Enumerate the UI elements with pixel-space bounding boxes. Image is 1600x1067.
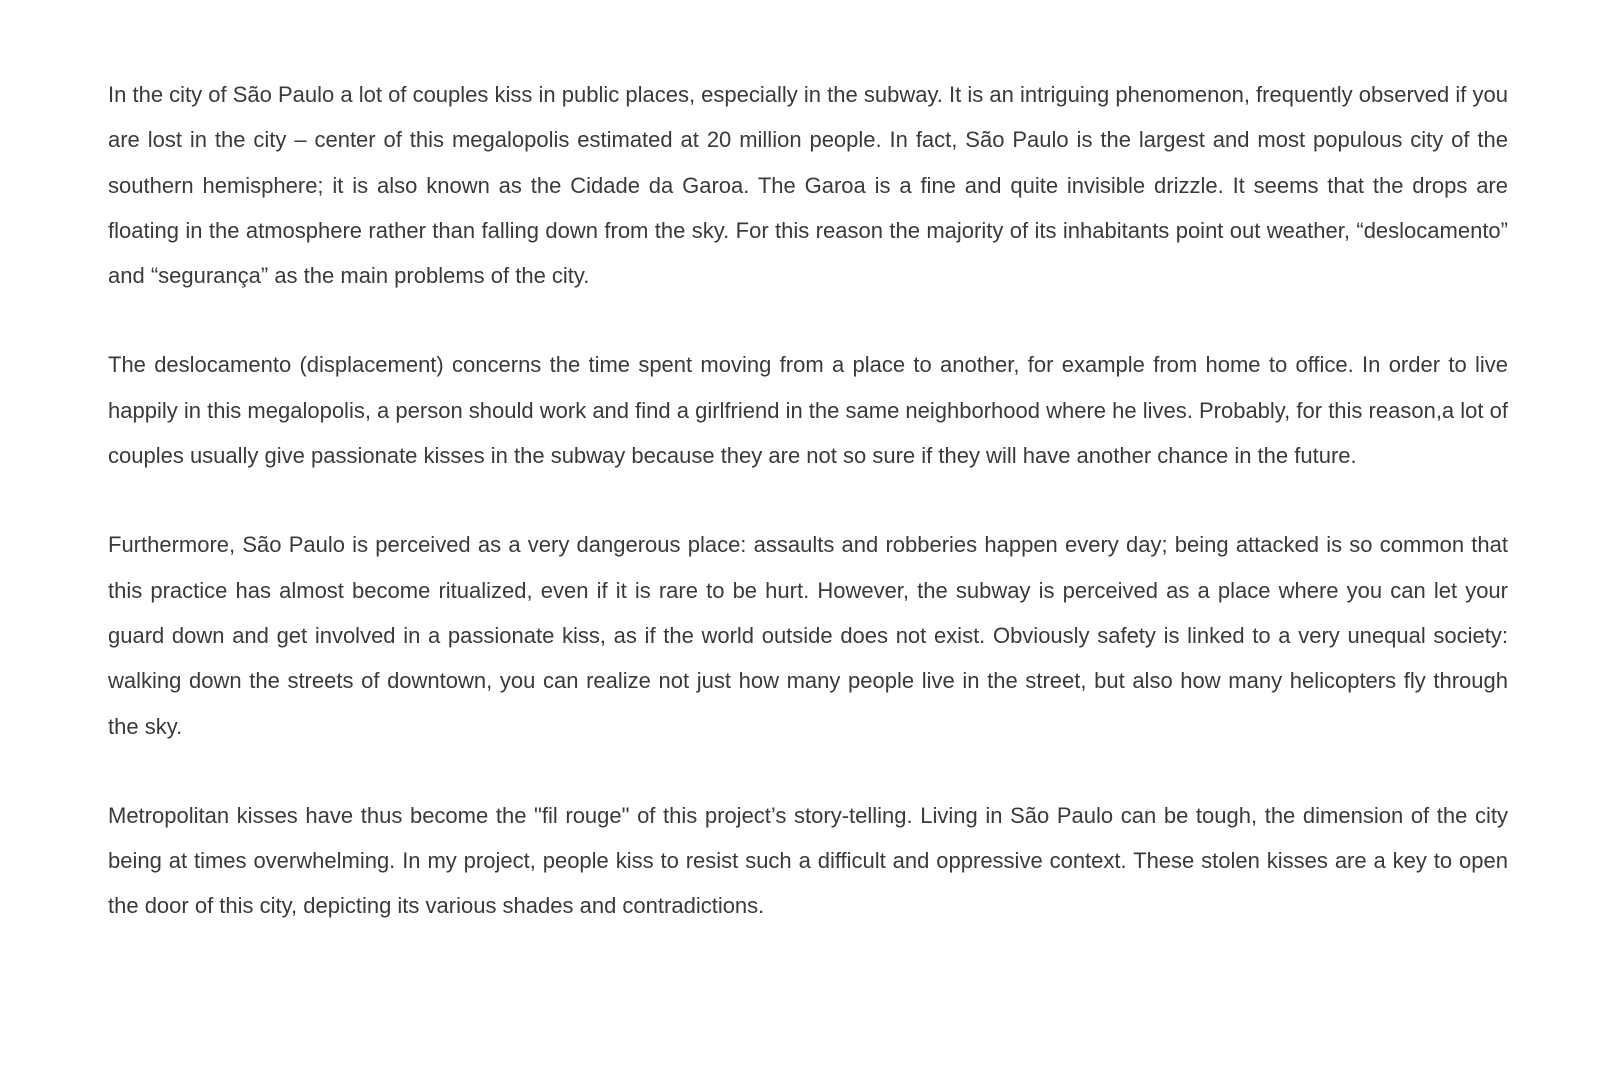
document-body (108, 72, 1508, 929)
paragraph-deslocamento: The deslocamento (displacement) concerns the time spent moving from a place to another, for example from home to office. In order to live happily in this megalopolis, a person should work and find a girlfriend in the same neighborhood where he lives. Probably, for this reason,a lot of couples usually give passionate kisses in the subway because they are not so sure if they will have another chance in the future. (108, 352, 1508, 469)
paragraph-safety: Furthermore, São Paulo is perceived as a very dangerous place: assaults and robberies happen every day; being attacked is so common that this practice has almost become ritualized, even if it is rare to be hurt. However, the subway is perceived as a place where you can let your guard down and get involved in a passionate kiss, as if the world outside does not exist. Obviously safety is linked to a very unequal society: walking down the streets of downtown, you can realize not just how many people live in the street, but also how many helicopters fly through the sky. (108, 532, 1508, 739)
paragraph-intro: In the city of São Paulo a lot of couples kiss in public places, especially in the subway. It is an intriguing phenomenon, frequently observed if you are lost in the city – center of this megalopolis estimated at 20 million people. In fact, São Paulo is the largest and most populous city of the southern hemisphere; it is also known as the Cidade da Garoa. The Garoa is a fine and quite invisible drizzle. It seems that the drops are floating in the atmosphere rather than falling down from the sky. For this reason the majority of its inhabitants point out weather, “deslocamento” and “segurança” as the main problems of the city. (108, 82, 1508, 289)
paragraph-project: Metropolitan kisses have thus become the "fil rouge" of this project’s story-telling. Living in São Paulo can be tough, the dimension of the city being at times overwhelming. In my project, people kiss to resist such a difficult and oppressive context. These stolen kisses are a key to open the door of this city, depicting its various shades and contradictions. (108, 802, 1508, 919)
